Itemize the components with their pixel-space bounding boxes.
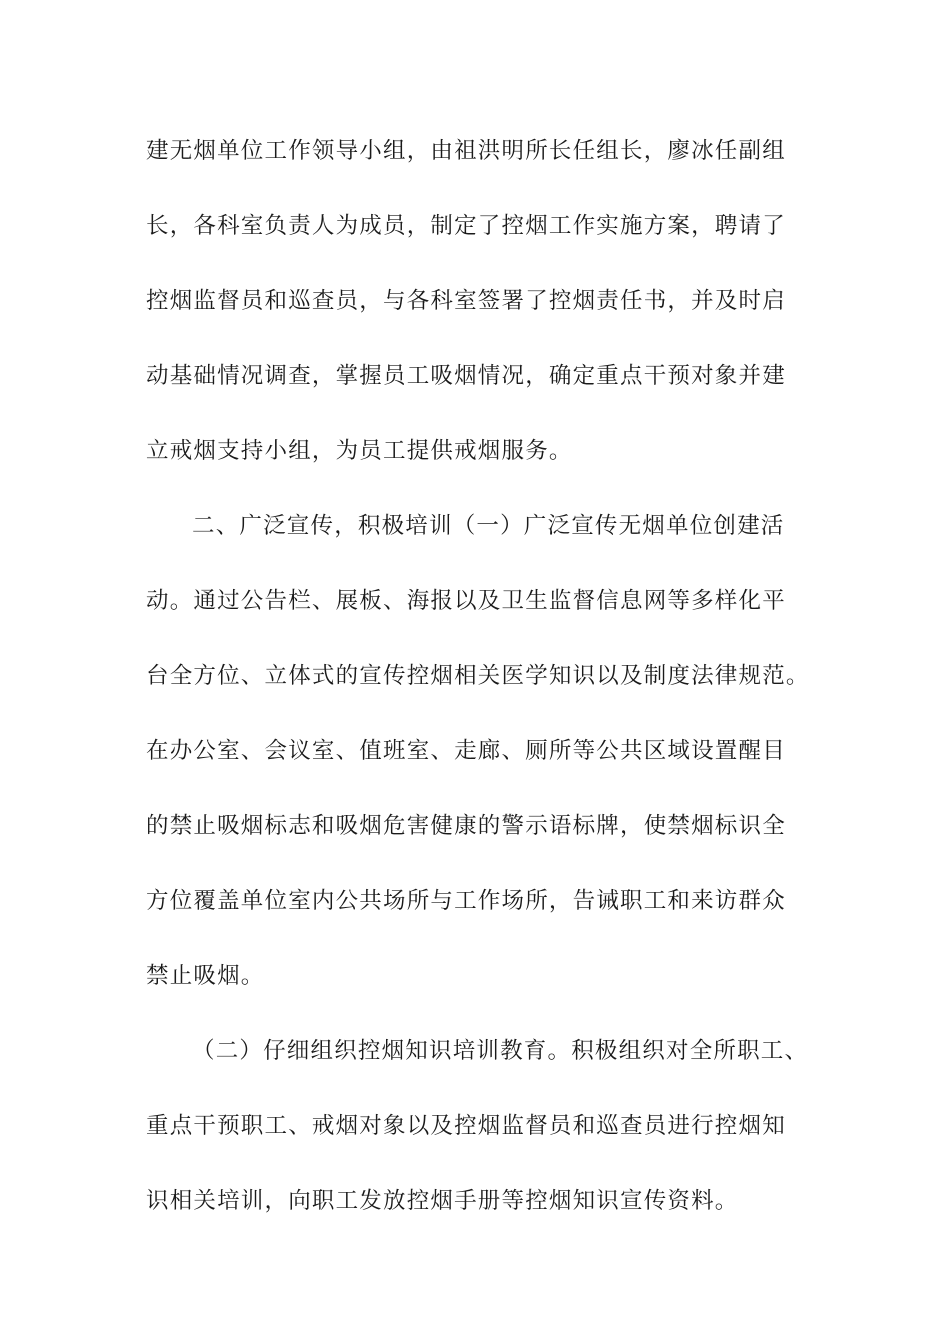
- text-line: 的禁止吸烟标志和吸烟危害健康的警示语标牌，使禁烟标识全: [146, 813, 786, 839]
- text-line: 识相关培训，向职工发放控烟手册等控烟知识宣传资料。: [146, 1188, 739, 1214]
- text-line: 控烟监督员和巡查员，与各科室签署了控烟责任书，并及时启: [146, 288, 786, 314]
- text-line: 动。通过公告栏、展板、海报以及卫生监督信息网等多样化平: [146, 588, 786, 614]
- text-line: 长，各科室负责人为成员，制定了控烟工作实施方案，聘请了: [146, 213, 786, 239]
- text-line: 方位覆盖单位室内公共场所与工作场所，告诫职工和来访群众: [146, 888, 786, 914]
- text-line: 重点干预职工、戒烟对象以及控烟监督员和巡查员进行控烟知: [146, 1113, 786, 1139]
- paragraph-first-line: 二、广泛宣传，积极培训（一）广泛宣传无烟单位创建活: [192, 513, 785, 539]
- paragraph-first-line: （二）仔细组织控烟知识培训教育。积极组织对全所职工、: [192, 1038, 809, 1064]
- text-line: 在办公室、会议室、值班室、走廊、厕所等公共区域设置醒目: [146, 738, 786, 764]
- text-line: 动基础情况调查，掌握员工吸烟情况，确定重点干预对象并建: [146, 363, 786, 389]
- text-line: 立戒烟支持小组，为员工提供戒烟服务。: [146, 438, 573, 464]
- text-line: 建无烟单位工作领导小组，由祖洪明所长任组长，廖冰任副组: [146, 138, 786, 164]
- text-line: 禁止吸烟。: [146, 963, 265, 989]
- text-line: 台全方位、立体式的宣传控烟相关医学知识以及制度法律规范。: [146, 663, 810, 689]
